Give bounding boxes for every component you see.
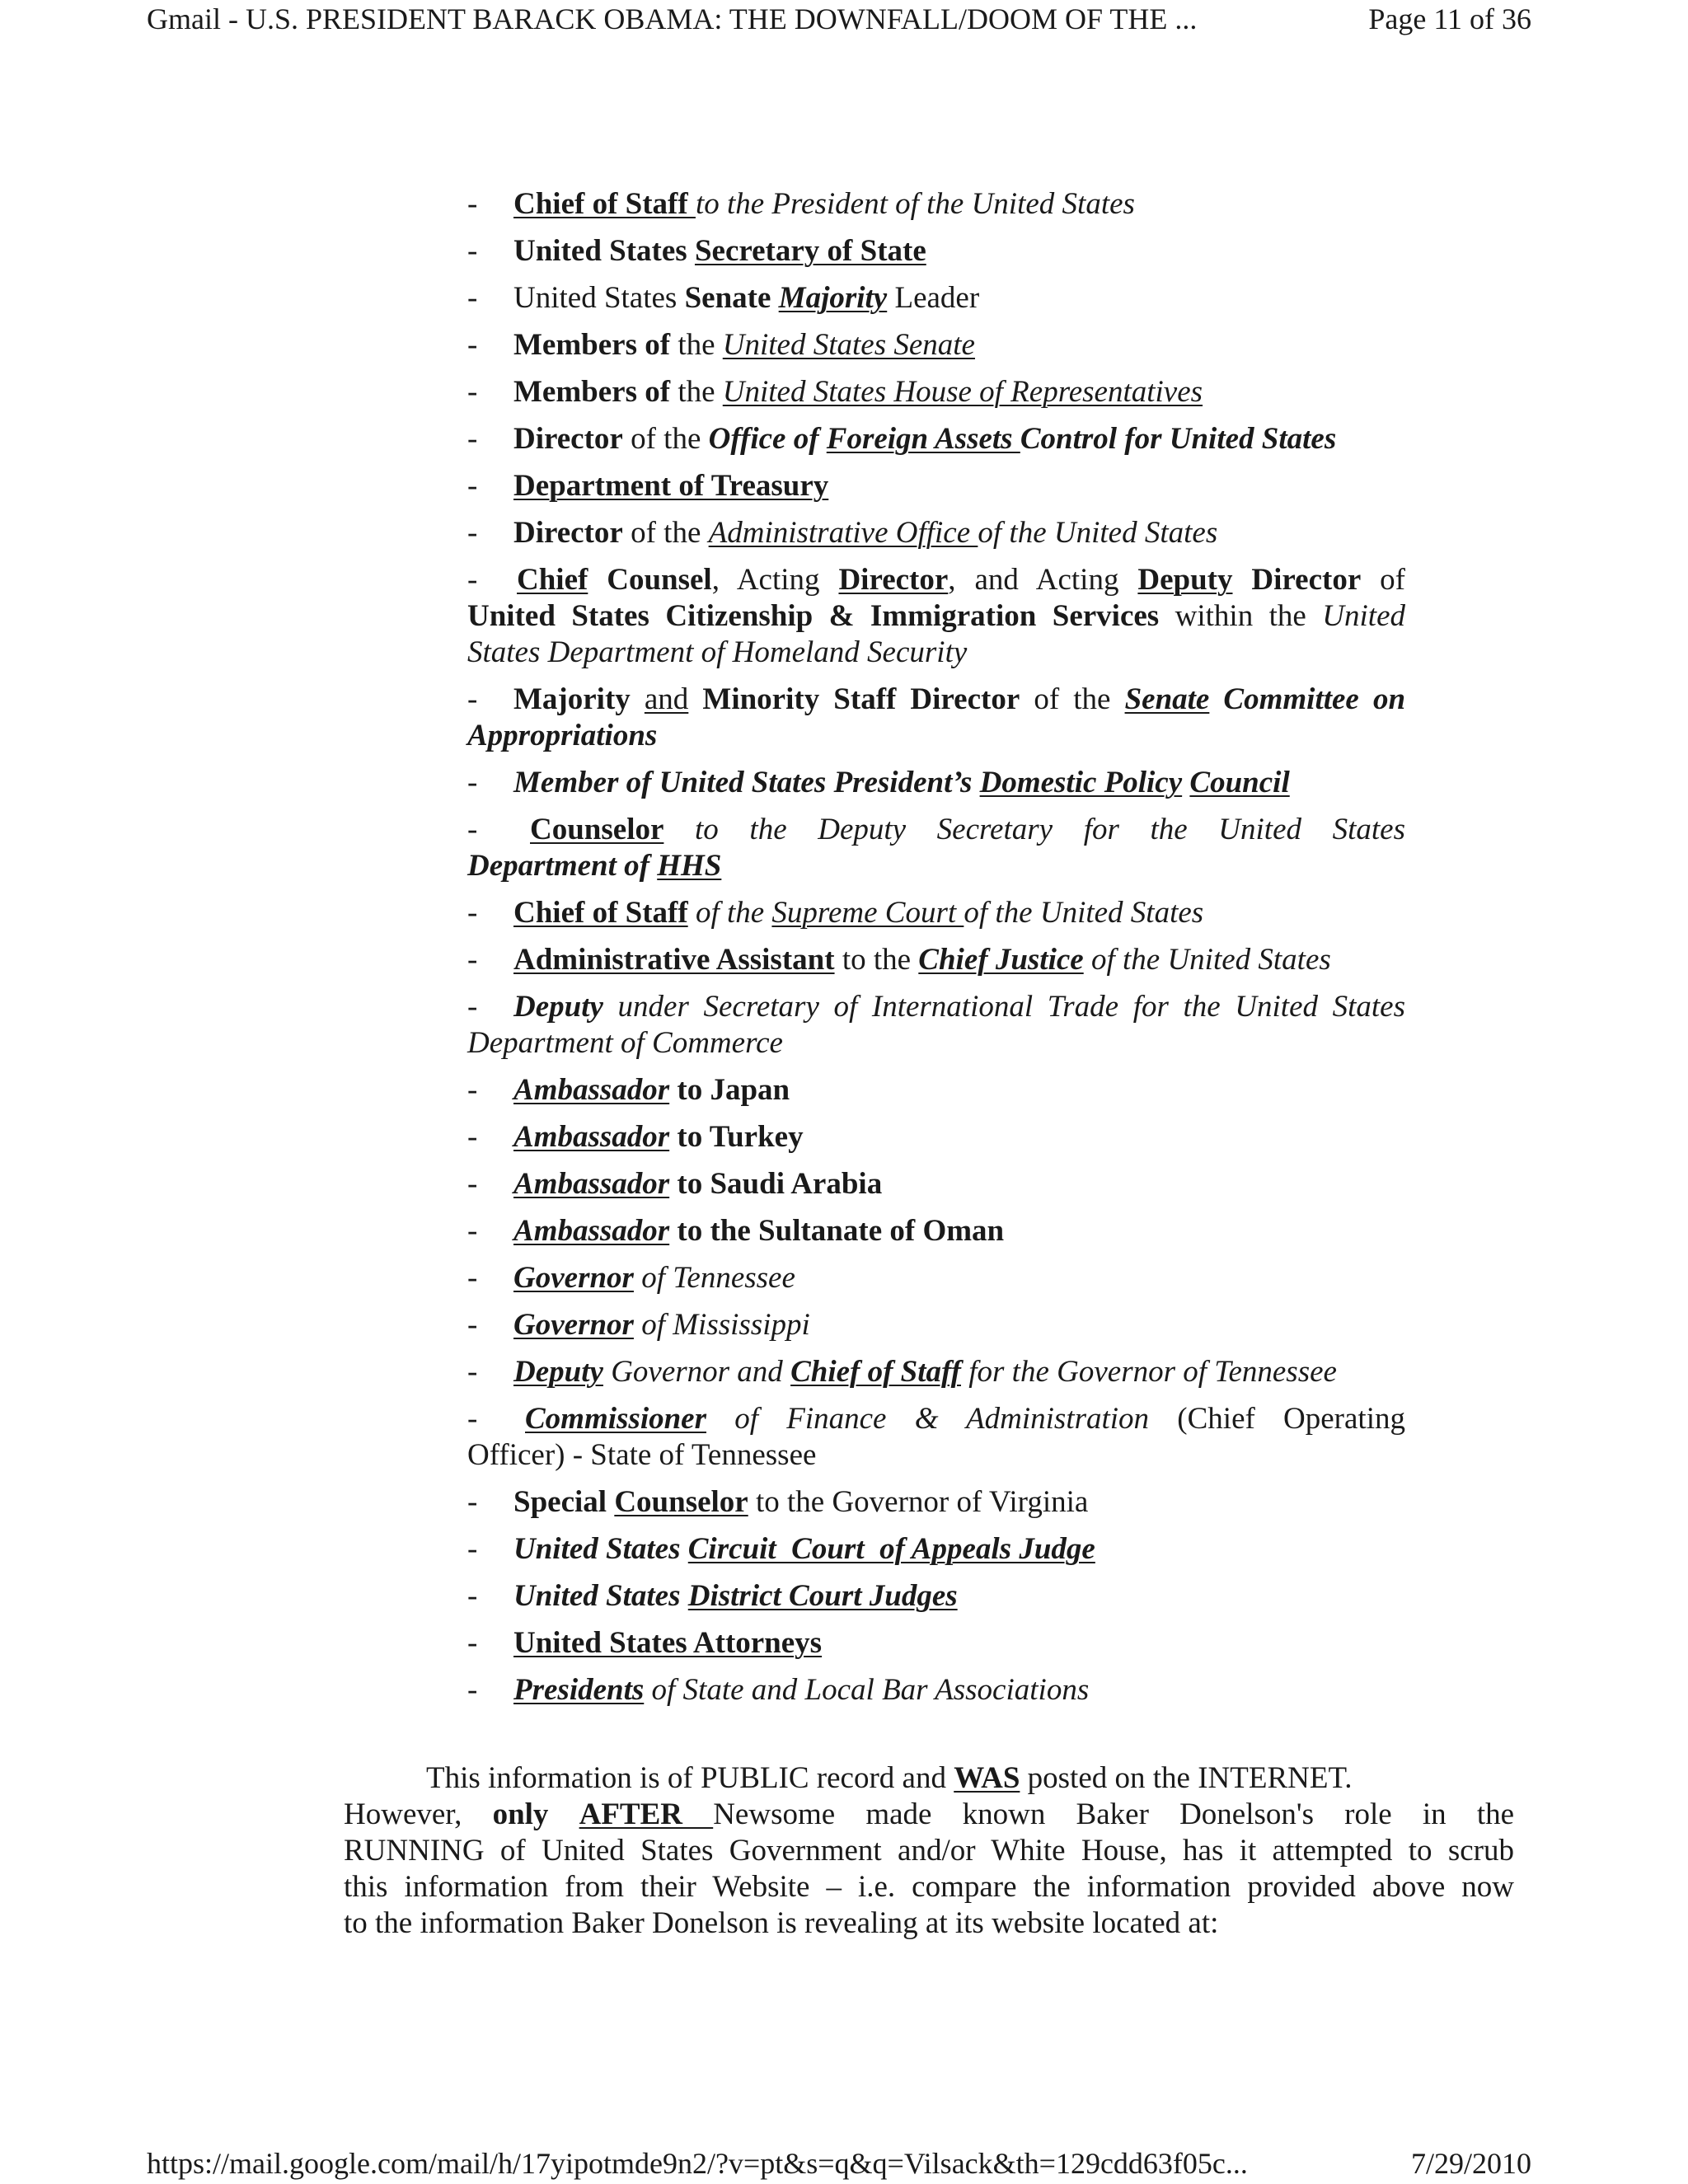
list-item: - Chief of Staff of the Supreme Court of the United States bbox=[467, 896, 1204, 930]
list-item: - United States District Court Judges bbox=[467, 1579, 958, 1613]
page-number: Page 11 of 36 bbox=[1368, 2, 1531, 35]
list-item: - Members of the United States House of Representatives bbox=[467, 375, 1203, 409]
list-item: - Chief of Staff to the President of the United States bbox=[467, 187, 1135, 221]
list-item: - Ambassador to the Sultanate of Oman bbox=[467, 1214, 1005, 1248]
list-item: - United States Attorneys bbox=[467, 1626, 823, 1660]
list-item: - Ambassador to Turkey bbox=[467, 1120, 804, 1154]
footer-date: 7/29/2010 bbox=[1410, 2147, 1531, 2180]
list-item: - Members of the United States Senate bbox=[467, 328, 975, 362]
list-item: - Administrative Assistant to the Chief Justice of the United States bbox=[467, 943, 1331, 977]
list-item: - Chief Counsel, Acting Director, and Acting Deputy Director of United States Citizenship & Immigration Services within the United States Department of Homeland Security bbox=[467, 563, 1405, 669]
list-item: - Majority and Minority Staff Director of the Senate Committee on Appropriations bbox=[467, 682, 1405, 752]
body-paragraph: This information is of PUBLIC record and WAS posted on the INTERNET. However, only AFTER Newsome made known Baker Donelson's role in the RUNNING of United States Government and/or White House, has it attempted to scrub this information from their Website – i.e. compare the information provided above now to the information Baker Donelson is revealing at its website located at: bbox=[344, 1761, 1515, 1940]
header-title: Gmail - U.S. PRESIDENT BARACK OBAMA: THE DOWNFALL/DOOM OF THE ... bbox=[147, 2, 1198, 35]
list-item: - Presidents of State and Local Bar Associations bbox=[467, 1673, 1090, 1707]
list-item: - Counselor to the Deputy Secretary for the United States Department of HHS bbox=[467, 813, 1405, 883]
list-item: - Governor of Tennessee bbox=[467, 1261, 795, 1295]
list-item: - Director of the Office of Foreign Assets Control for United States bbox=[467, 422, 1337, 456]
list-item: - Deputy Governor and Chief of Staff for the Governor of Tennessee bbox=[467, 1355, 1337, 1389]
list-item: - United States Senate Majority Leader bbox=[467, 281, 980, 315]
list-item: - Governor of Mississippi bbox=[467, 1308, 810, 1342]
list-item: - United States Circuit Court of Appeals Judge bbox=[467, 1532, 1095, 1566]
list-item: - Member of United States President’s Domestic Policy Council bbox=[467, 766, 1290, 799]
list-item: - Deputy under Secretary of International Trade for the United States Department of Commerce bbox=[467, 990, 1405, 1060]
list-item: - United States Secretary of State bbox=[467, 234, 926, 268]
list-item: - Commissioner of Finance & Administration (Chief Operating Officer) - State of Tennessee bbox=[467, 1402, 1405, 1472]
list-item: - Director of the Administrative Office of the United States bbox=[467, 516, 1218, 550]
list-item: - Ambassador to Saudi Arabia bbox=[467, 1167, 883, 1201]
list-item: - Department of Treasury bbox=[467, 469, 829, 503]
list-item: - Special Counselor to the Governor of Virginia bbox=[467, 1485, 1089, 1519]
list-item: - Ambassador to Japan bbox=[467, 1073, 790, 1107]
footer-url: https://mail.google.com/mail/h/17yipotmde9n2/?v=pt&s=q&q=Vilsack&th=129cdd63f05c... bbox=[147, 2147, 1248, 2180]
